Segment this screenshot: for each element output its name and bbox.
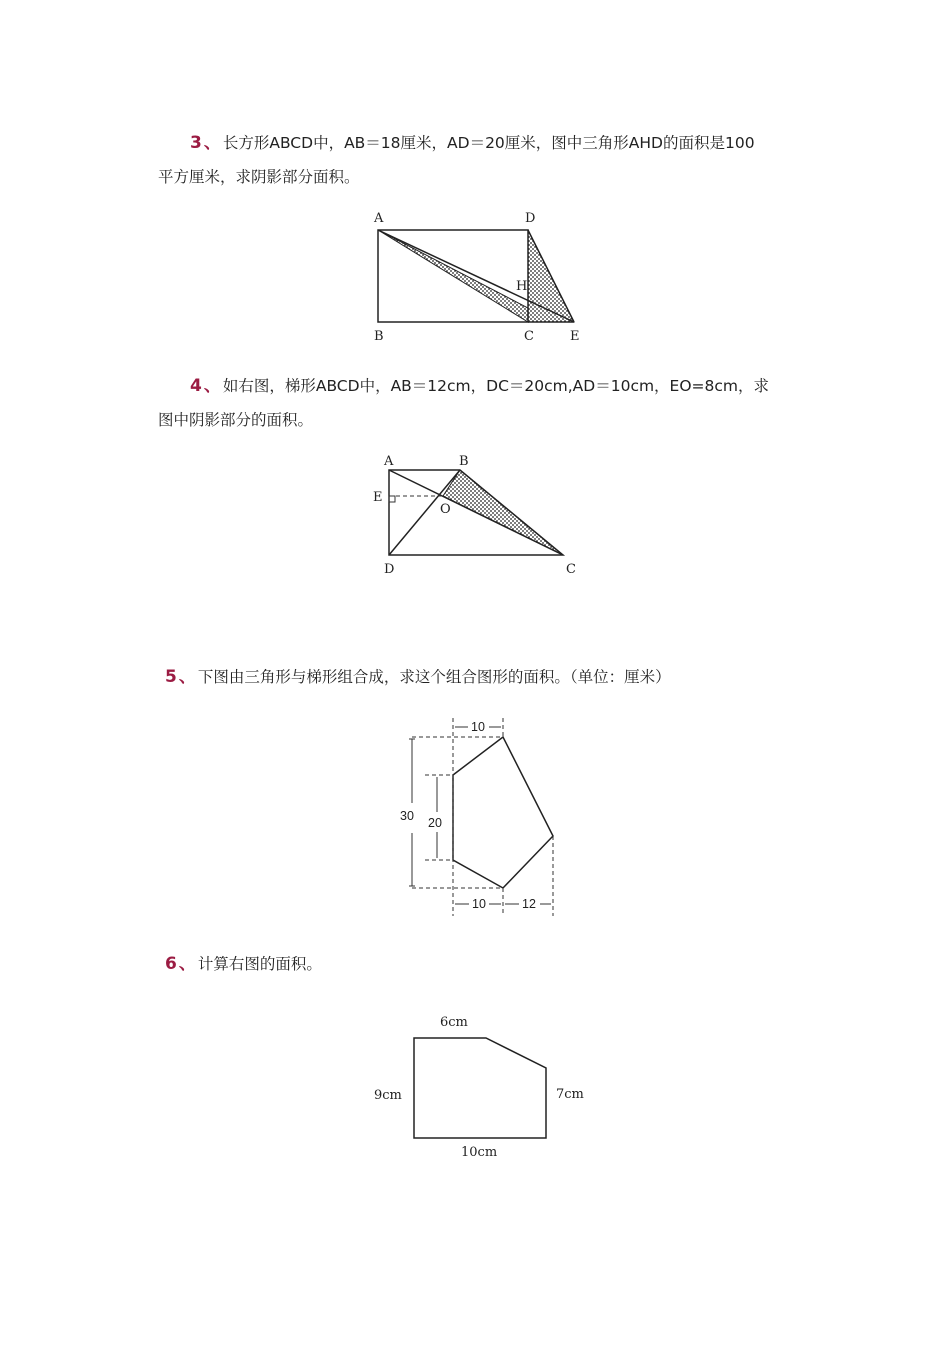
problem-separator: 、: [203, 133, 221, 153]
point-label: B: [459, 454, 469, 469]
dimension-label: 30: [400, 809, 414, 823]
point-label: E: [373, 490, 383, 505]
combined-shape: [453, 737, 553, 888]
point-label: B: [374, 329, 384, 344]
pentagon-shape: [414, 1038, 546, 1138]
point-label: C: [524, 329, 534, 344]
dimension-label: 20: [428, 816, 442, 830]
point-label: O: [440, 502, 451, 517]
problem-separator: 、: [178, 954, 196, 974]
dimension-label: 6cm: [440, 1015, 468, 1030]
point-label: A: [374, 211, 384, 226]
problem-4-line2: 图中阴影部分的面积。: [158, 411, 314, 429]
dimension-label: 10cm: [461, 1145, 498, 1160]
problem-number: 5: [165, 667, 177, 687]
figure-3: [373, 211, 580, 344]
point-label: C: [566, 562, 576, 577]
figure-6: [374, 1015, 584, 1160]
problem-text: 长方形ABCD中，AB＝18厘米，AD＝20厘米，图中三角形AHD的面积是100: [222, 134, 755, 152]
shaded-region: [443, 470, 563, 555]
dimension-label: 10: [472, 897, 486, 911]
figure-4: [373, 454, 576, 577]
problem-text: 计算右图的面积。: [197, 955, 322, 973]
problem-3-line2: 平方厘米，求阴影部分面积。: [158, 168, 360, 186]
problem-separator: 、: [203, 376, 221, 396]
dimension-label: 12: [522, 897, 536, 911]
problem-separator: 、: [178, 667, 196, 687]
point-label: A: [384, 454, 394, 469]
point-label: E: [570, 329, 580, 344]
figure-5: [400, 718, 553, 916]
problem-number: 6: [165, 954, 177, 974]
problem-number: 3: [190, 133, 202, 153]
dimension-label: 9cm: [374, 1088, 402, 1103]
point-label: D: [525, 211, 536, 226]
shaded-region: [378, 230, 528, 322]
problem-text: 下图由三角形与梯形组合成，求这个组合图形的面积。（单位：厘米）: [197, 668, 671, 686]
dimension-label: 7cm: [556, 1087, 584, 1102]
right-angle-mark: [389, 496, 395, 502]
problem-number: 4: [190, 376, 202, 396]
point-label: H: [516, 279, 528, 294]
point-label: D: [384, 562, 395, 577]
dimension-label: 10: [471, 720, 485, 734]
problem-text: 如右图，梯形ABCD中，AB＝12cm，DC＝20cm,AD＝10cm，EO=8cm，求: [222, 377, 770, 395]
